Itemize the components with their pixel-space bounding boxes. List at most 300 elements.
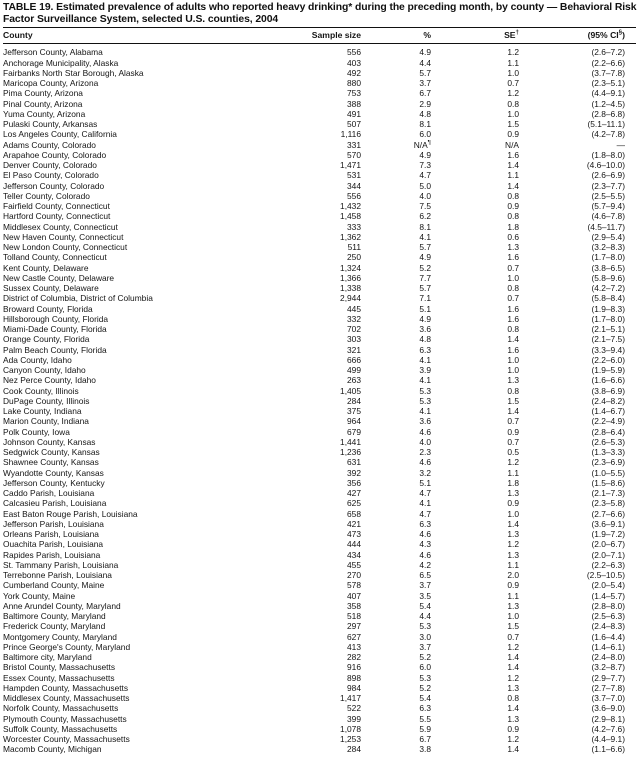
table-row	[3, 591, 636, 601]
table-row	[3, 44, 636, 58]
se-cell: 1.4	[507, 160, 519, 171]
ci-cell: (2.3–5.8)	[591, 498, 625, 509]
table-row	[3, 181, 636, 191]
table-row	[3, 734, 636, 744]
se-cell: 1.3	[507, 529, 519, 540]
county-cell: Baltimore County, Maryland	[3, 611, 106, 622]
table-row	[3, 129, 636, 139]
percent-cell: 5.3	[419, 621, 431, 632]
table-row	[3, 375, 636, 385]
county-cell: Arapahoe County, Colorado	[3, 149, 107, 160]
county-cell: Broward County, Florida	[3, 303, 93, 314]
table-body	[3, 44, 636, 755]
county-cell: Pima County, Arizona	[3, 88, 83, 99]
county-cell: Tolland County, Connecticut	[3, 252, 107, 263]
percent-cell: 8.1	[419, 221, 431, 232]
ci-cell: (2.2–4.9)	[591, 416, 625, 427]
ci-cell: (2.4–8.2)	[591, 395, 625, 406]
se-cell: 1.1	[507, 57, 519, 68]
percent-cell: 7.1	[419, 293, 431, 304]
percent-cell: 3.8	[419, 744, 431, 755]
header-row	[3, 28, 636, 44]
percent-cell: 5.4	[419, 693, 431, 704]
county-cell: Cumberland County, Maine	[3, 580, 105, 591]
column-header-sample-size	[253, 28, 361, 44]
percent-cell: 8.1	[419, 119, 431, 130]
county-cell: Fairbanks North Star Borough, Alaska	[3, 67, 144, 78]
percent-cell: 5.4	[419, 600, 431, 611]
table-row	[3, 714, 636, 724]
county-cell: Anne Arundel County, Maryland	[3, 600, 121, 611]
table-row	[3, 529, 636, 539]
table-row	[3, 478, 636, 488]
sample-size-cell: 444	[347, 539, 361, 550]
percent-cell: 4.7	[419, 170, 431, 181]
percent-cell: 4.0	[419, 436, 431, 447]
table-row	[3, 498, 636, 508]
county-cell: Sedgwick County, Kansas	[3, 447, 100, 458]
percent-cell: 5.3	[419, 672, 431, 683]
percent-cell: 4.1	[419, 354, 431, 365]
county-cell: St. Tammany Parish, Louisiana	[3, 559, 119, 570]
percent-cell: 5.3	[419, 385, 431, 396]
percent-cell: 4.9	[419, 252, 431, 263]
column-header-ci	[519, 28, 636, 44]
se-cell: 1.5	[507, 119, 519, 130]
county-cell: Miami-Dade County, Florida	[3, 324, 107, 335]
county-cell: Lake County, Indiana	[3, 406, 82, 417]
percent-cell: 6.7	[419, 88, 431, 99]
se-cell: 0.7	[507, 78, 519, 89]
county-cell: Marion County, Indiana	[3, 416, 89, 427]
ci-cell: (1.6–6.6)	[591, 375, 625, 386]
se-cell: 1.8	[507, 221, 519, 232]
se-cell: 1.0	[507, 108, 519, 119]
percent-cell: 5.9	[419, 723, 431, 734]
county-cell: Kent County, Delaware	[3, 262, 89, 273]
table-row	[3, 293, 636, 303]
county-cell: Wyandotte County, Kansas	[3, 467, 104, 478]
percent-cell: 6.3	[419, 703, 431, 714]
ci-cell: (2.3–7.7)	[591, 180, 625, 191]
sample-size-cell: 556	[347, 47, 361, 58]
county-cell: Montgomery County, Maryland	[3, 631, 117, 642]
se-cell: 1.4	[507, 703, 519, 714]
sample-size-cell: 375	[347, 406, 361, 417]
county-cell: Rapides Parish, Louisiana	[3, 549, 101, 560]
ci-cell: (1.3–3.3)	[591, 447, 625, 458]
ci-cell: (2.1–5.1)	[591, 324, 625, 335]
table-row	[3, 222, 636, 232]
se-cell: 1.3	[507, 713, 519, 724]
sample-size-cell: 1,458	[340, 211, 361, 222]
column-header-se	[431, 28, 519, 44]
ci-cell: (2.8–6.8)	[591, 108, 625, 119]
ci-cell: (1.8–8.0)	[591, 149, 625, 160]
ci-cell: (2.7–6.6)	[591, 508, 625, 519]
ci-cell: (1.4–5.7)	[591, 590, 625, 601]
ci-cell: (4.2–7.8)	[591, 129, 625, 140]
sample-size-cell: 1,116	[340, 129, 361, 140]
se-cell: 1.6	[507, 149, 519, 160]
se-cell: 0.9	[507, 580, 519, 591]
ci-cell: (1.9–8.3)	[591, 303, 625, 314]
percent-cell: 5.3	[419, 395, 431, 406]
ci-cell: (3.6–9.1)	[591, 518, 625, 529]
ci-cell: (1.5–8.6)	[591, 477, 625, 488]
ci-cell: (2.5–10.5)	[586, 570, 625, 581]
county-cell: Caddo Parish, Louisiana	[3, 488, 95, 499]
county-cell: Canyon County, Idaho	[3, 365, 86, 376]
se-cell: 0.8	[507, 98, 519, 109]
percent-cell: 4.4	[419, 611, 431, 622]
sample-size-cell: 898	[347, 672, 361, 683]
se-cell: 1.3	[507, 682, 519, 693]
sample-size-cell: 1,253	[340, 734, 361, 745]
percent-cell: 2.3	[419, 447, 431, 458]
se-cell: 0.7	[507, 293, 519, 304]
se-cell: 1.6	[507, 313, 519, 324]
ci-cell: (1.1–6.6)	[591, 744, 625, 755]
county-cell: Teller County, Colorado	[3, 190, 90, 201]
column-header-percent	[361, 28, 431, 44]
table-row	[3, 703, 636, 713]
ci-cell: (2.3–5.1)	[591, 78, 625, 89]
ci-cell: (1.4–6.1)	[591, 641, 625, 652]
table-row	[3, 570, 636, 580]
se-cell: 0.8	[507, 324, 519, 335]
se-cell: 1.0	[507, 611, 519, 622]
percent-cell: 3.6	[419, 416, 431, 427]
sample-size-cell: 263	[347, 375, 361, 386]
sample-size-cell: 1,338	[340, 283, 361, 294]
ci-cell: (2.4–8.3)	[591, 621, 625, 632]
sample-size-cell: 916	[347, 662, 361, 673]
se-cell: 1.0	[507, 67, 519, 78]
se-cell: 1.0	[507, 365, 519, 376]
table-row	[3, 58, 636, 68]
table-row	[3, 386, 636, 396]
table-row	[3, 447, 636, 457]
percent-cell: 6.2	[419, 211, 431, 222]
sample-size-cell: 407	[347, 590, 361, 601]
se-cell: 0.9	[507, 129, 519, 140]
percent-cell: 4.9	[419, 313, 431, 324]
sample-size-cell: 344	[347, 180, 361, 191]
county-cell: Fairfield County, Connecticut	[3, 201, 110, 212]
sample-size-cell: 984	[347, 682, 361, 693]
se-cell: 1.0	[507, 272, 519, 283]
percent-cell: 3.7	[419, 641, 431, 652]
county-cell: Suffolk County, Massachusetts	[3, 723, 118, 734]
percent-cell: 4.7	[419, 508, 431, 519]
sample-size-cell: 1,405	[340, 385, 361, 396]
sample-size-cell: 284	[347, 744, 361, 755]
se-cell: 0.7	[507, 416, 519, 427]
sample-size-cell: 1,471	[340, 160, 361, 171]
table-row	[3, 652, 636, 662]
se-cell: 0.9	[507, 498, 519, 509]
column-header-county-label: County	[3, 30, 33, 41]
ci-cell: (5.7–9.4)	[591, 201, 625, 212]
percent-cell: 4.6	[419, 549, 431, 560]
sample-size-cell: 1,441	[340, 436, 361, 447]
percent-cell: 5.1	[419, 477, 431, 488]
table-row	[3, 232, 636, 242]
se-cell: 1.1	[507, 590, 519, 601]
percent-cell: 5.7	[419, 283, 431, 294]
table-row	[3, 427, 636, 437]
county-cell: Jefferson Parish, Louisiana	[3, 518, 104, 529]
se-cell: 0.5	[507, 447, 519, 458]
county-cell: Los Angeles County, California	[3, 129, 117, 140]
se-cell: 1.4	[507, 662, 519, 673]
table-row	[3, 345, 636, 355]
se-cell: 0.8	[507, 693, 519, 704]
percent-cell: 4.1	[419, 498, 431, 509]
ci-cell: (3.2–8.7)	[591, 662, 625, 673]
column-header-ci-close: )	[622, 30, 625, 41]
table-row	[3, 550, 636, 560]
ci-cell: (3.2–8.3)	[591, 242, 625, 253]
table-row	[3, 273, 636, 283]
ci-cell: (2.1–7.3)	[591, 488, 625, 499]
se-cell: 0.8	[507, 385, 519, 396]
sample-size-cell: 356	[347, 477, 361, 488]
county-cell: DuPage County, Illinois	[3, 395, 90, 406]
percent-cell: 5.7	[419, 67, 431, 78]
percent-cell: 6.5	[419, 570, 431, 581]
percent-cell: 5.2	[419, 262, 431, 273]
ci-cell: (3.7–7.0)	[591, 693, 625, 704]
percent-cell: 6.7	[419, 734, 431, 745]
table-row	[3, 457, 636, 467]
percent-cell: 5.2	[419, 652, 431, 663]
table-row	[3, 539, 636, 549]
table-header	[3, 28, 636, 44]
percent-cell: 5.5	[419, 713, 431, 724]
county-cell: Orange County, Florida	[3, 334, 90, 345]
county-cell: El Paso County, Colorado	[3, 170, 99, 181]
ci-cell: —	[616, 139, 625, 150]
table-row	[3, 365, 636, 375]
sample-size-cell: 702	[347, 324, 361, 335]
percent-cell: 5.1	[419, 303, 431, 314]
county-cell: Jefferson County, Kentucky	[3, 477, 105, 488]
county-cell: Essex County, Massachusetts	[3, 672, 115, 683]
table-row	[3, 355, 636, 365]
sample-size-cell: 1,236	[340, 447, 361, 458]
percent-cell: 3.7	[419, 78, 431, 89]
county-cell: Shawnee County, Kansas	[3, 457, 99, 468]
table-row	[3, 468, 636, 478]
percent-cell: 7.7	[419, 272, 431, 283]
ci-cell: (3.8–6.9)	[591, 385, 625, 396]
county-cell: Orleans Parish, Louisiana	[3, 529, 99, 540]
ci-cell: (4.4–9.1)	[591, 88, 625, 99]
percent-cell: 6.3	[419, 518, 431, 529]
county-cell: Denver County, Colorado	[3, 160, 97, 171]
sample-size-cell: 421	[347, 518, 361, 529]
sample-size-cell: 1,366	[340, 272, 361, 283]
ci-cell: (4.2–7.6)	[591, 723, 625, 734]
ci-cell: (2.5–6.3)	[591, 611, 625, 622]
percent-cell: 4.1	[419, 231, 431, 242]
se-cell: 1.4	[507, 180, 519, 191]
table-row	[3, 334, 636, 344]
se-cell: 1.1	[507, 467, 519, 478]
sample-size-cell: 507	[347, 119, 361, 130]
county-cell: Middlesex County, Connecticut	[3, 221, 118, 232]
county-cell: Polk County, Iowa	[3, 426, 70, 437]
table-row	[3, 580, 636, 590]
se-cell: 0.9	[507, 723, 519, 734]
table-row	[3, 263, 636, 273]
section-footnote-marker: §	[618, 29, 623, 37]
table-row	[3, 119, 636, 129]
percent-cell: 3.7	[419, 580, 431, 591]
sample-size-cell: 332	[347, 313, 361, 324]
table-row	[3, 283, 636, 293]
se-cell: 1.8	[507, 477, 519, 488]
footnote-marker: ¶	[427, 139, 431, 146]
table-row	[3, 170, 636, 180]
county-cell: York County, Maine	[3, 590, 76, 601]
percent-cell: 6.3	[419, 344, 431, 355]
sample-size-cell: 1,078	[340, 723, 361, 734]
ci-cell: (2.6–5.3)	[591, 436, 625, 447]
prevalence-table	[3, 27, 636, 755]
percent-cell: 4.7	[419, 488, 431, 499]
county-cell: Bristol County, Massachusetts	[3, 662, 116, 673]
county-cell: Macomb County, Michigan	[3, 744, 102, 755]
ci-cell: (1.7–8.0)	[591, 313, 625, 324]
se-cell: 0.7	[507, 436, 519, 447]
table-row	[3, 150, 636, 160]
county-cell: Jefferson County, Colorado	[3, 180, 105, 191]
ci-cell: (2.6–6.9)	[591, 170, 625, 181]
table-row	[3, 642, 636, 652]
ci-cell: (4.2–7.2)	[591, 283, 625, 294]
sample-size-cell: 631	[347, 457, 361, 468]
ci-cell: (2.9–5.4)	[591, 231, 625, 242]
percent-cell: 6.0	[419, 129, 431, 140]
se-cell: 1.4	[507, 334, 519, 345]
sample-size-cell: 392	[347, 467, 361, 478]
percent-cell: 5.0	[419, 180, 431, 191]
se-cell: 1.1	[507, 559, 519, 570]
se-cell: 1.4	[507, 406, 519, 417]
sample-size-cell: 556	[347, 190, 361, 201]
se-cell: 1.2	[507, 539, 519, 550]
percent-cell: 4.6	[419, 457, 431, 468]
se-cell: 0.8	[507, 211, 519, 222]
sample-size-cell: 1,324	[340, 262, 361, 273]
column-header-sample-size-label: Sample size	[311, 30, 361, 41]
sample-size-cell: 578	[347, 580, 361, 591]
percent-cell: 4.3	[419, 539, 431, 550]
se-cell: 1.4	[507, 518, 519, 529]
ci-cell: (1.7–8.0)	[591, 252, 625, 263]
sample-size-cell: 666	[347, 354, 361, 365]
se-cell: 1.6	[507, 303, 519, 314]
se-cell: 1.2	[507, 457, 519, 468]
se-cell: 0.7	[507, 631, 519, 642]
percent-cell: 7.3	[419, 160, 431, 171]
percent-cell: 4.1	[419, 375, 431, 386]
sample-size-cell: 531	[347, 170, 361, 181]
ci-cell: (2.0–6.7)	[591, 539, 625, 550]
county-cell: District of Columbia, District of Columbia	[3, 293, 153, 304]
sample-size-cell: 427	[347, 488, 361, 499]
ci-cell: (3.3–9.4)	[591, 344, 625, 355]
ci-cell: (2.4–8.0)	[591, 652, 625, 663]
ci-cell: (1.6–4.4)	[591, 631, 625, 642]
se-cell: 1.3	[507, 242, 519, 253]
county-cell: Frederick County, Maryland	[3, 621, 106, 632]
sample-size-cell: 399	[347, 713, 361, 724]
ci-cell: (4.6–7.8)	[591, 211, 625, 222]
table-row	[3, 396, 636, 406]
sample-size-cell: 1,417	[340, 693, 361, 704]
ci-cell: (2.9–7.7)	[591, 672, 625, 683]
table-row	[3, 191, 636, 201]
ci-cell: (2.1–7.5)	[591, 334, 625, 345]
table-row	[3, 601, 636, 611]
se-cell: 0.8	[507, 190, 519, 201]
percent-cell: 3.2	[419, 467, 431, 478]
table-row	[3, 88, 636, 98]
ci-cell: (1.9–5.9)	[591, 365, 625, 376]
se-cell: 0.9	[507, 426, 519, 437]
sample-size-cell: 297	[347, 621, 361, 632]
table-row	[3, 560, 636, 570]
sample-size-cell: 303	[347, 334, 361, 345]
ci-cell: (3.8–6.5)	[591, 262, 625, 273]
ci-cell: (1.2–4.5)	[591, 98, 625, 109]
se-cell: 1.0	[507, 354, 519, 365]
percent-cell: 3.9	[419, 365, 431, 376]
table-row	[3, 324, 636, 334]
ci-cell: (5.1–11.1)	[587, 119, 625, 130]
sample-size-cell: 434	[347, 549, 361, 560]
sample-size-cell: 445	[347, 303, 361, 314]
ci-cell: (1.0–5.5)	[591, 467, 625, 478]
se-cell: 2.0	[507, 570, 519, 581]
se-cell: 1.4	[507, 744, 519, 755]
table-row	[3, 683, 636, 693]
percent-cell: 4.9	[419, 47, 431, 58]
county-cell: Sussex County, Delaware	[3, 283, 99, 294]
table-row	[3, 99, 636, 109]
se-cell: 0.9	[507, 201, 519, 212]
percent-cell: 7.5	[419, 201, 431, 212]
sample-size-cell: 880	[347, 78, 361, 89]
se-cell: 1.4	[507, 652, 519, 663]
percent-cell: 4.4	[419, 57, 431, 68]
table-row	[3, 611, 636, 621]
percent-cell: 3.5	[419, 590, 431, 601]
se-cell: 0.8	[507, 283, 519, 294]
county-cell: Jefferson County, Alabama	[3, 47, 103, 58]
table-row	[3, 519, 636, 529]
se-cell: 1.5	[507, 395, 519, 406]
sample-size-cell: 403	[347, 57, 361, 68]
ci-cell: (4.4–9.1)	[591, 734, 625, 745]
county-cell: Norfolk County, Massachusetts	[3, 703, 119, 714]
sample-size-cell: 491	[347, 108, 361, 119]
sample-size-cell: 625	[347, 498, 361, 509]
